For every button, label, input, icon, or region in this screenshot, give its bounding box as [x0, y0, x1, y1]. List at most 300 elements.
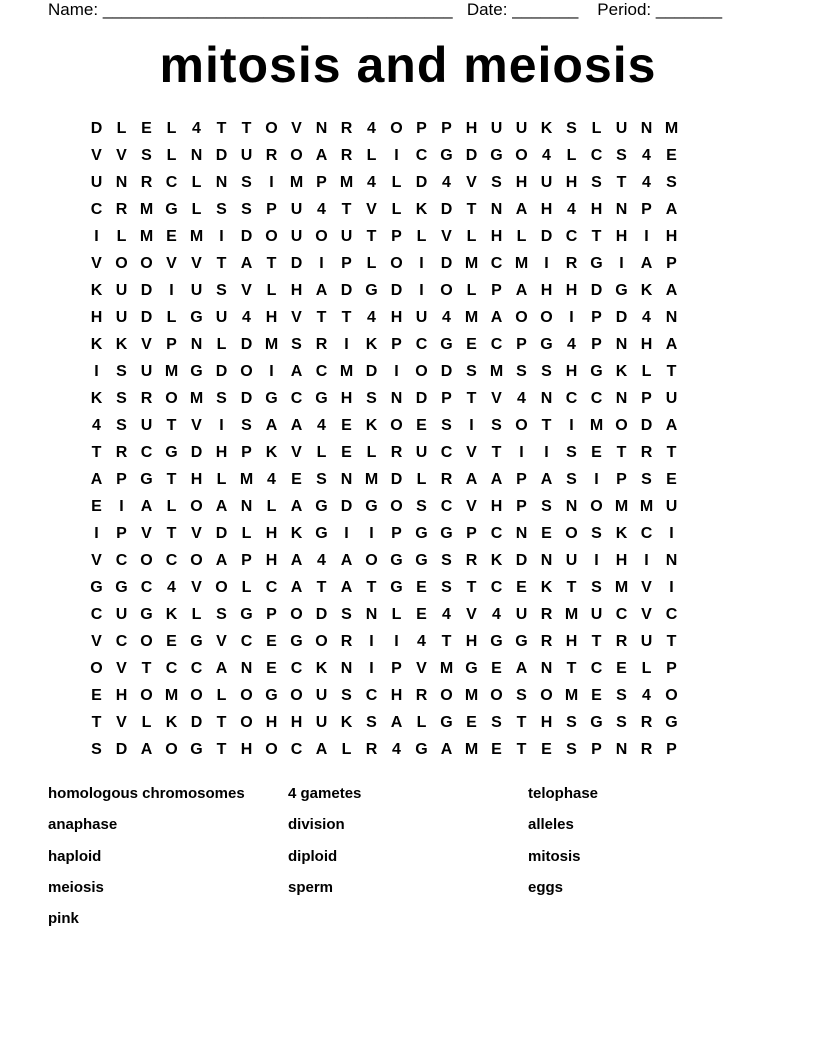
grid-letter[interactable]: I: [344, 524, 349, 542]
grid-letter[interactable]: A: [665, 335, 678, 353]
grid-letter[interactable]: S: [366, 389, 377, 407]
grid-letter[interactable]: D: [190, 713, 203, 731]
grid-letter[interactable]: L: [266, 497, 277, 515]
grid-letter[interactable]: S: [666, 173, 677, 191]
grid-letter[interactable]: O: [490, 686, 503, 704]
grid-letter[interactable]: R: [415, 686, 428, 704]
grid-letter[interactable]: O: [215, 578, 228, 596]
grid-letter[interactable]: 4: [642, 173, 651, 191]
grid-letter[interactable]: M: [464, 254, 479, 272]
grid-letter[interactable]: U: [490, 119, 503, 137]
grid-letter[interactable]: H: [540, 200, 553, 218]
grid-letter[interactable]: V: [191, 416, 202, 434]
grid-letter[interactable]: P: [316, 173, 327, 191]
grid-letter[interactable]: D: [290, 254, 303, 272]
grid-letter[interactable]: H: [640, 335, 653, 353]
grid-letter[interactable]: R: [540, 632, 553, 650]
grid-letter[interactable]: U: [665, 497, 678, 515]
grid-letter[interactable]: L: [466, 281, 477, 299]
grid-letter[interactable]: G: [415, 551, 428, 569]
grid-letter[interactable]: L: [216, 335, 227, 353]
grid-letter[interactable]: S: [516, 362, 527, 380]
grid-letter[interactable]: P: [416, 119, 427, 137]
grid-letter[interactable]: L: [316, 443, 327, 461]
grid-letter[interactable]: R: [615, 632, 628, 650]
grid-letter[interactable]: R: [465, 551, 478, 569]
grid-letter[interactable]: O: [265, 119, 278, 137]
grid-letter[interactable]: H: [265, 524, 278, 542]
grid-letter[interactable]: G: [540, 335, 553, 353]
grid-letter[interactable]: T: [541, 416, 552, 434]
grid-letter[interactable]: E: [541, 740, 552, 758]
grid-letter[interactable]: K: [615, 524, 628, 542]
grid-letter[interactable]: I: [369, 659, 374, 677]
grid-letter[interactable]: L: [566, 146, 577, 164]
grid-letter[interactable]: M: [489, 362, 504, 380]
grid-letter[interactable]: V: [241, 281, 252, 299]
grid-letter[interactable]: S: [591, 578, 602, 596]
grid-letter[interactable]: V: [466, 497, 477, 515]
grid-letter[interactable]: S: [591, 524, 602, 542]
grid-letter[interactable]: V: [191, 524, 202, 542]
grid-letter[interactable]: G: [165, 200, 178, 218]
grid-letter[interactable]: G: [315, 389, 328, 407]
grid-letter[interactable]: R: [440, 470, 453, 488]
grid-letter[interactable]: K: [90, 281, 103, 299]
grid-letter[interactable]: 4: [567, 200, 576, 218]
grid-letter[interactable]: K: [90, 389, 103, 407]
grid-letter[interactable]: C: [290, 740, 303, 758]
grid-letter[interactable]: G: [140, 470, 153, 488]
grid-letter[interactable]: O: [115, 254, 128, 272]
grid-letter[interactable]: 4: [317, 200, 326, 218]
grid-letter[interactable]: V: [166, 254, 177, 272]
grid-letter[interactable]: 4: [392, 740, 401, 758]
grid-letter[interactable]: M: [464, 740, 479, 758]
grid-letter[interactable]: G: [665, 713, 678, 731]
grid-letter[interactable]: A: [90, 470, 103, 488]
grid-letter[interactable]: S: [466, 362, 477, 380]
grid-letter[interactable]: O: [190, 551, 203, 569]
grid-letter[interactable]: G: [415, 740, 428, 758]
grid-letter[interactable]: P: [591, 335, 602, 353]
grid-letter[interactable]: 4: [192, 119, 201, 137]
grid-letter[interactable]: U: [315, 713, 328, 731]
grid-letter[interactable]: C: [140, 443, 153, 461]
grid-letter[interactable]: C: [415, 335, 428, 353]
grid-letter[interactable]: N: [565, 497, 578, 515]
grid-letter[interactable]: S: [241, 173, 252, 191]
grid-letter[interactable]: R: [140, 389, 153, 407]
grid-letter[interactable]: K: [165, 713, 178, 731]
grid-letter[interactable]: N: [115, 173, 128, 191]
grid-letter[interactable]: C: [190, 659, 203, 677]
grid-letter[interactable]: M: [339, 362, 354, 380]
grid-letter[interactable]: R: [390, 443, 403, 461]
grid-letter[interactable]: G: [390, 551, 403, 569]
grid-letter[interactable]: D: [515, 551, 528, 569]
grid-letter[interactable]: N: [340, 659, 353, 677]
grid-letter[interactable]: D: [540, 227, 553, 245]
grid-letter[interactable]: N: [190, 335, 203, 353]
grid-letter[interactable]: C: [590, 659, 603, 677]
grid-letter[interactable]: P: [241, 551, 252, 569]
grid-letter[interactable]: U: [315, 686, 328, 704]
grid-letter[interactable]: E: [341, 443, 352, 461]
grid-letter[interactable]: O: [590, 497, 603, 515]
grid-letter[interactable]: D: [215, 146, 228, 164]
grid-letter[interactable]: P: [241, 443, 252, 461]
grid-letter[interactable]: S: [291, 335, 302, 353]
grid-letter[interactable]: V: [491, 389, 502, 407]
grid-letter[interactable]: I: [569, 308, 574, 326]
grid-letter[interactable]: D: [440, 254, 453, 272]
grid-letter[interactable]: G: [440, 524, 453, 542]
grid-letter[interactable]: A: [215, 497, 228, 515]
grid-letter[interactable]: M: [264, 335, 279, 353]
grid-letter[interactable]: S: [566, 713, 577, 731]
grid-letter[interactable]: K: [365, 416, 378, 434]
grid-letter[interactable]: M: [239, 470, 254, 488]
grid-letter[interactable]: S: [566, 443, 577, 461]
grid-letter[interactable]: O: [615, 416, 628, 434]
grid-letter[interactable]: I: [269, 362, 274, 380]
grid-letter[interactable]: N: [190, 146, 203, 164]
grid-letter[interactable]: S: [441, 416, 452, 434]
grid-letter[interactable]: H: [390, 686, 403, 704]
grid-letter[interactable]: T: [266, 254, 277, 272]
grid-letter[interactable]: M: [464, 308, 479, 326]
grid-letter[interactable]: I: [669, 524, 674, 542]
grid-letter[interactable]: I: [544, 443, 549, 461]
grid-letter[interactable]: E: [541, 524, 552, 542]
grid-letter[interactable]: P: [591, 740, 602, 758]
grid-letter[interactable]: N: [665, 308, 678, 326]
grid-letter[interactable]: S: [541, 497, 552, 515]
grid-letter[interactable]: U: [665, 389, 678, 407]
grid-letter[interactable]: M: [339, 173, 354, 191]
grid-letter[interactable]: P: [441, 119, 452, 137]
grid-letter[interactable]: P: [116, 524, 127, 542]
grid-letter[interactable]: S: [341, 605, 352, 623]
grid-letter[interactable]: N: [240, 659, 253, 677]
grid-letter[interactable]: A: [315, 281, 328, 299]
grid-letter[interactable]: I: [94, 362, 99, 380]
grid-letter[interactable]: O: [440, 281, 453, 299]
grid-letter[interactable]: T: [441, 632, 452, 650]
grid-letter[interactable]: D: [640, 416, 653, 434]
grid-letter[interactable]: A: [515, 281, 528, 299]
grid-letter[interactable]: U: [640, 632, 653, 650]
grid-letter[interactable]: C: [590, 389, 603, 407]
grid-letter[interactable]: S: [316, 470, 327, 488]
grid-letter[interactable]: S: [591, 173, 602, 191]
grid-letter[interactable]: D: [365, 362, 378, 380]
grid-letter[interactable]: 4: [492, 605, 501, 623]
grid-letter[interactable]: T: [91, 713, 102, 731]
grid-letter[interactable]: O: [190, 686, 203, 704]
grid-letter[interactable]: D: [90, 119, 103, 137]
grid-letter[interactable]: S: [541, 362, 552, 380]
grid-letter[interactable]: E: [591, 686, 602, 704]
grid-letter[interactable]: P: [166, 335, 177, 353]
grid-letter[interactable]: U: [515, 605, 528, 623]
grid-letter[interactable]: G: [615, 281, 628, 299]
grid-letter[interactable]: R: [265, 146, 278, 164]
grid-letter[interactable]: C: [315, 362, 328, 380]
grid-letter[interactable]: 4: [642, 146, 651, 164]
grid-letter[interactable]: V: [216, 632, 227, 650]
grid-letter[interactable]: H: [615, 227, 628, 245]
grid-letter[interactable]: C: [415, 146, 428, 164]
grid-letter[interactable]: O: [315, 632, 328, 650]
grid-letter[interactable]: D: [615, 308, 628, 326]
grid-letter[interactable]: D: [215, 362, 228, 380]
grid-letter[interactable]: G: [315, 524, 328, 542]
grid-letter[interactable]: E: [141, 119, 152, 137]
grid-letter[interactable]: K: [540, 119, 553, 137]
grid-letter[interactable]: M: [189, 389, 204, 407]
grid-letter[interactable]: O: [240, 686, 253, 704]
grid-letter[interactable]: O: [140, 686, 153, 704]
grid-letter[interactable]: H: [465, 119, 478, 137]
grid-letter[interactable]: S: [116, 416, 127, 434]
grid-letter[interactable]: U: [415, 443, 428, 461]
grid-letter[interactable]: S: [566, 470, 577, 488]
grid-letter[interactable]: U: [115, 605, 128, 623]
grid-letter[interactable]: I: [594, 470, 599, 488]
grid-letter[interactable]: K: [490, 551, 503, 569]
grid-letter[interactable]: O: [415, 362, 428, 380]
grid-letter[interactable]: K: [165, 605, 178, 623]
grid-letter[interactable]: O: [290, 605, 303, 623]
grid-letter[interactable]: 4: [242, 308, 251, 326]
grid-letter[interactable]: 4: [417, 632, 426, 650]
grid-letter[interactable]: L: [641, 659, 652, 677]
grid-letter[interactable]: V: [91, 551, 102, 569]
grid-letter[interactable]: N: [640, 119, 653, 137]
grid-letter[interactable]: S: [566, 119, 577, 137]
grid-letter[interactable]: T: [666, 362, 677, 380]
grid-letter[interactable]: E: [266, 659, 277, 677]
grid-letter[interactable]: P: [391, 659, 402, 677]
grid-letter[interactable]: T: [141, 659, 152, 677]
grid-letter[interactable]: H: [265, 713, 278, 731]
name-blank[interactable]: _____________________________________: [102, 0, 453, 19]
grid-letter[interactable]: C: [490, 578, 503, 596]
grid-letter[interactable]: O: [265, 227, 278, 245]
grid-letter[interactable]: N: [340, 470, 353, 488]
grid-letter[interactable]: I: [369, 524, 374, 542]
grid-letter[interactable]: 4: [542, 146, 551, 164]
grid-letter[interactable]: V: [366, 200, 377, 218]
grid-letter[interactable]: E: [416, 578, 427, 596]
grid-letter[interactable]: 4: [367, 119, 376, 137]
grid-letter[interactable]: 4: [642, 686, 651, 704]
grid-letter[interactable]: A: [140, 740, 153, 758]
grid-letter[interactable]: D: [340, 281, 353, 299]
grid-letter[interactable]: K: [315, 659, 328, 677]
grid-letter[interactable]: U: [615, 119, 628, 137]
grid-letter[interactable]: 4: [642, 308, 651, 326]
grid-letter[interactable]: N: [515, 524, 528, 542]
grid-letter[interactable]: V: [116, 713, 127, 731]
grid-letter[interactable]: A: [665, 281, 678, 299]
grid-letter[interactable]: A: [265, 416, 278, 434]
grid-letter[interactable]: C: [615, 605, 628, 623]
grid-letter[interactable]: H: [490, 497, 503, 515]
grid-letter[interactable]: D: [340, 497, 353, 515]
grid-letter[interactable]: U: [115, 308, 128, 326]
grid-letter[interactable]: H: [565, 632, 578, 650]
grid-letter[interactable]: C: [165, 551, 178, 569]
grid-letter[interactable]: K: [90, 335, 103, 353]
grid-letter[interactable]: S: [91, 740, 102, 758]
grid-letter[interactable]: C: [440, 443, 453, 461]
grid-letter[interactable]: R: [340, 119, 353, 137]
grid-letter[interactable]: A: [290, 551, 303, 569]
grid-letter[interactable]: R: [115, 200, 128, 218]
grid-letter[interactable]: U: [215, 308, 228, 326]
grid-letter[interactable]: L: [416, 713, 427, 731]
grid-letter[interactable]: L: [166, 119, 177, 137]
grid-letter[interactable]: K: [290, 524, 303, 542]
grid-letter[interactable]: P: [266, 605, 277, 623]
grid-letter[interactable]: L: [116, 119, 127, 137]
grid-letter[interactable]: S: [116, 389, 127, 407]
grid-letter[interactable]: R: [340, 632, 353, 650]
grid-letter[interactable]: S: [216, 389, 227, 407]
grid-letter[interactable]: A: [215, 551, 228, 569]
grid-letter[interactable]: H: [565, 281, 578, 299]
grid-letter[interactable]: V: [466, 605, 477, 623]
grid-letter[interactable]: E: [266, 632, 277, 650]
grid-letter[interactable]: C: [115, 551, 128, 569]
grid-letter[interactable]: O: [165, 740, 178, 758]
grid-letter[interactable]: T: [241, 119, 252, 137]
grid-letter[interactable]: G: [490, 632, 503, 650]
grid-letter[interactable]: I: [569, 416, 574, 434]
grid-letter[interactable]: V: [141, 335, 152, 353]
grid-letter[interactable]: H: [540, 713, 553, 731]
period-blank[interactable]: _______: [655, 0, 723, 19]
grid-letter[interactable]: M: [164, 686, 179, 704]
grid-letter[interactable]: P: [616, 470, 627, 488]
grid-letter[interactable]: M: [514, 254, 529, 272]
grid-letter[interactable]: E: [666, 470, 677, 488]
grid-letter[interactable]: E: [91, 497, 102, 515]
grid-letter[interactable]: T: [616, 173, 627, 191]
grid-letter[interactable]: M: [614, 578, 629, 596]
grid-letter[interactable]: 4: [367, 173, 376, 191]
grid-letter[interactable]: T: [566, 659, 577, 677]
grid-letter[interactable]: O: [140, 632, 153, 650]
grid-letter[interactable]: C: [565, 389, 578, 407]
grid-letter[interactable]: G: [440, 335, 453, 353]
grid-letter[interactable]: U: [515, 119, 528, 137]
grid-letter[interactable]: T: [216, 713, 227, 731]
grid-letter[interactable]: T: [316, 308, 327, 326]
grid-letter[interactable]: U: [190, 281, 203, 299]
grid-letter[interactable]: V: [116, 659, 127, 677]
grid-letter[interactable]: C: [290, 659, 303, 677]
grid-letter[interactable]: H: [515, 173, 528, 191]
grid-letter[interactable]: H: [290, 281, 303, 299]
grid-letter[interactable]: U: [290, 227, 303, 245]
grid-letter[interactable]: A: [140, 497, 153, 515]
grid-letter[interactable]: O: [515, 146, 528, 164]
grid-letter[interactable]: L: [466, 227, 477, 245]
grid-letter[interactable]: V: [641, 578, 652, 596]
grid-letter[interactable]: V: [91, 254, 102, 272]
grid-letter[interactable]: C: [490, 335, 503, 353]
grid-letter[interactable]: V: [641, 605, 652, 623]
grid-letter[interactable]: I: [94, 524, 99, 542]
grid-letter[interactable]: O: [165, 389, 178, 407]
grid-letter[interactable]: R: [365, 740, 378, 758]
grid-letter[interactable]: E: [166, 227, 177, 245]
grid-letter[interactable]: R: [140, 173, 153, 191]
grid-letter[interactable]: L: [241, 578, 252, 596]
grid-letter[interactable]: L: [241, 524, 252, 542]
grid-letter[interactable]: T: [566, 578, 577, 596]
grid-letter[interactable]: E: [416, 416, 427, 434]
grid-letter[interactable]: V: [116, 146, 127, 164]
grid-letter[interactable]: M: [564, 686, 579, 704]
grid-letter[interactable]: P: [666, 659, 677, 677]
grid-letter[interactable]: L: [266, 281, 277, 299]
grid-letter[interactable]: O: [390, 254, 403, 272]
grid-letter[interactable]: S: [441, 551, 452, 569]
grid-letter[interactable]: H: [240, 740, 253, 758]
grid-letter[interactable]: G: [465, 659, 478, 677]
grid-letter[interactable]: N: [540, 659, 553, 677]
grid-letter[interactable]: V: [291, 119, 302, 137]
grid-letter[interactable]: H: [115, 686, 128, 704]
grid-letter[interactable]: T: [166, 416, 177, 434]
grid-letter[interactable]: 4: [267, 470, 276, 488]
grid-letter[interactable]: E: [491, 659, 502, 677]
grid-letter[interactable]: N: [315, 119, 328, 137]
grid-letter[interactable]: D: [215, 524, 228, 542]
grid-letter[interactable]: E: [616, 659, 627, 677]
grid-letter[interactable]: T: [216, 254, 227, 272]
grid-letter[interactable]: N: [240, 497, 253, 515]
grid-letter[interactable]: T: [591, 227, 602, 245]
grid-letter[interactable]: A: [340, 551, 353, 569]
grid-letter[interactable]: I: [169, 281, 174, 299]
grid-letter[interactable]: S: [616, 686, 627, 704]
grid-letter[interactable]: 4: [317, 551, 326, 569]
grid-letter[interactable]: P: [341, 254, 352, 272]
grid-letter[interactable]: L: [366, 443, 377, 461]
grid-letter[interactable]: D: [115, 740, 128, 758]
grid-letter[interactable]: 4: [517, 389, 526, 407]
grid-letter[interactable]: P: [591, 308, 602, 326]
grid-letter[interactable]: K: [415, 200, 428, 218]
grid-letter[interactable]: D: [465, 146, 478, 164]
grid-letter[interactable]: E: [341, 416, 352, 434]
grid-letter[interactable]: I: [419, 281, 424, 299]
grid-letter[interactable]: N: [540, 389, 553, 407]
grid-letter[interactable]: E: [491, 740, 502, 758]
grid-letter[interactable]: T: [166, 524, 177, 542]
grid-letter[interactable]: L: [116, 227, 127, 245]
grid-letter[interactable]: G: [190, 740, 203, 758]
grid-letter[interactable]: H: [490, 227, 503, 245]
grid-letter[interactable]: I: [269, 173, 274, 191]
grid-letter[interactable]: 4: [92, 416, 101, 434]
